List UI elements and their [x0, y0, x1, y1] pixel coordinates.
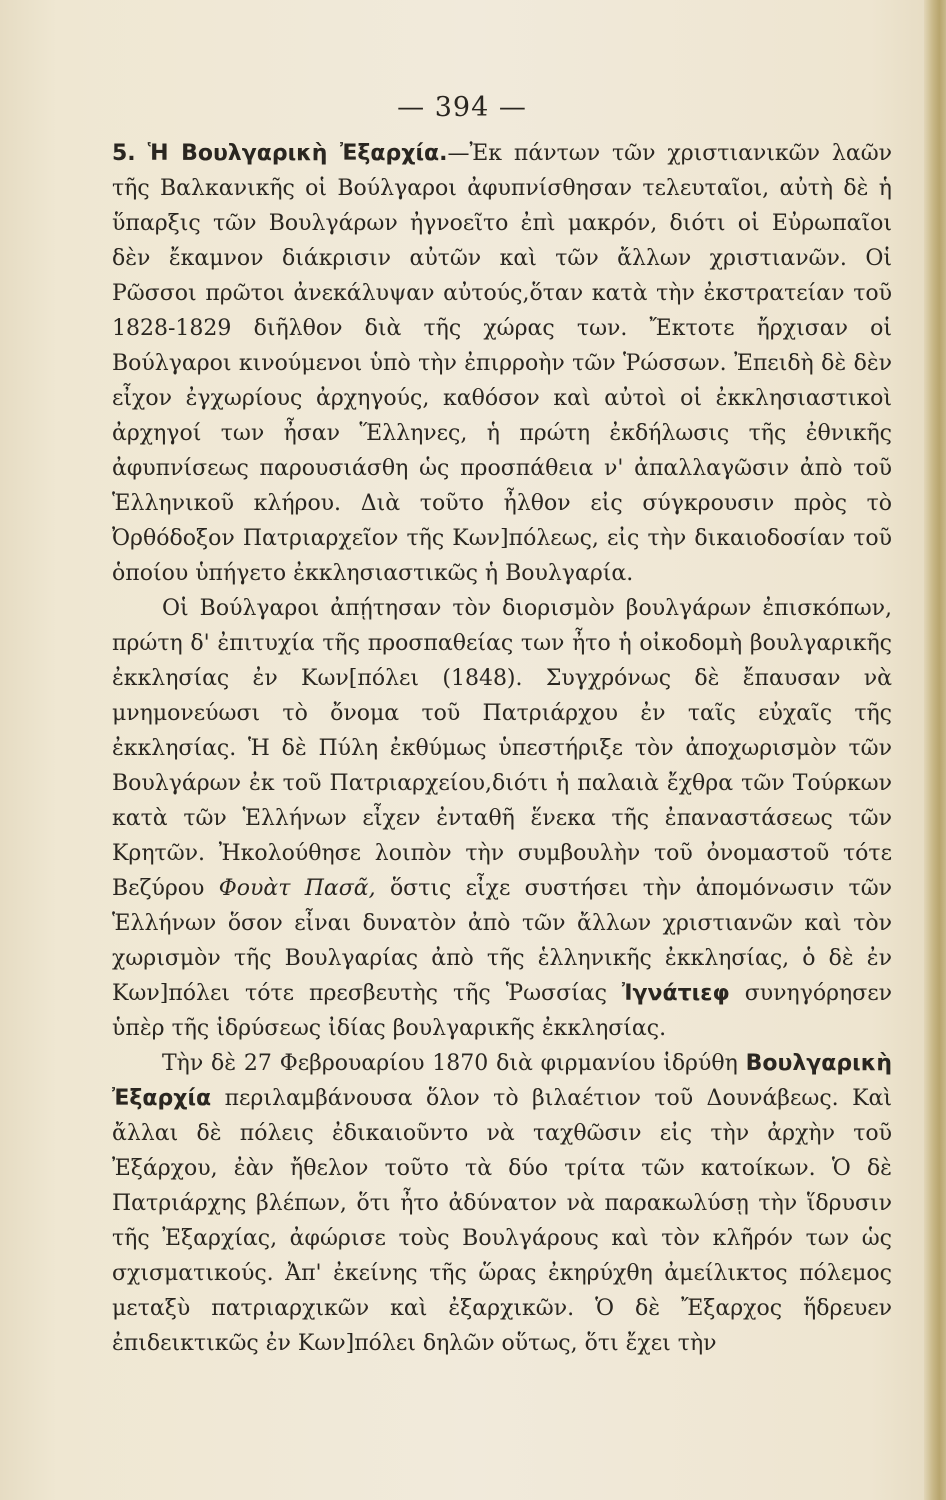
paragraph-3-text-b: περιλαμβάνουσα ὅλον τὸ βιλαέτιον τοῦ Δουνάβεως. Καὶ ἄλλαι δὲ πόλεις ἐδικαιοῦντο νὰ ταχθῶσιν εἰς τὴν ἀρχὴν τοῦ Ἐξάρχου, ἐὰν ἤθελον τοῦτο τὰ δύο τρίτα τῶν κατοίκων. Ὁ δὲ Πατριάρχης βλέπων, ὅτι ἦτο ἀδύνατον νὰ παρακωλύσῃ τὴν ἵδρυσιν τῆς Ἐξαρχίας, ἀφώρισε τοὺς Βουλγάρους καὶ τὸν κλῆρόν των ὡς σχισματικούς. Ἀπ' ἐκείνης τῆς ὥρας ἐκηρύχθη ἀμείλικτος πόλεμος μεταξὺ πατριαρχικῶν καὶ ἐξαρχικῶν. Ὁ δὲ Ἔξαρχος ἥδρευεν ἐπιδεικτικῶς ἐν Κων]πόλει δηλῶν οὕτως, ὅτι ἔχει τὴν: [112, 1086, 892, 1356]
paragraph-3-text-a: Τὴν δὲ 27 Φεβρουαρίου 1870 διὰ φιρμανίου ἱδρύθη: [162, 1051, 738, 1076]
page-number: — 394 —: [397, 92, 527, 123]
paragraph-2-text-b: ὅστις εἶχε συστήσει τὴν ἀπομόνωσιν τῶν Ἑλλήνων ὅσον εἶναι δυνατὸν ἀπὸ τῶν ἄλλων χριστιανῶν καὶ τὸν χωρισμὸν τῆς Βουλγαρίας ἀπὸ τῆς ἑλληνικῆς ἐκκλησίας, ὁ δὲ ἐν Κων]πόλει τότε πρεσβευτὴς τῆς Ῥωσσίας: [112, 876, 893, 1006]
person-name-ignatiev: Ἰγνάτιεφ: [621, 981, 730, 1006]
page-body: [112, 136, 892, 1361]
person-name-fuad-pasha: Φουὰτ Πασᾶ,: [218, 876, 376, 901]
paragraph-3: [112, 1046, 892, 1361]
book-spine-edge: [924, 0, 946, 1500]
exarchate-term: Βουλγαρικὴ Ἐξαρχία: [112, 1051, 892, 1111]
section-number: 5.: [112, 141, 136, 166]
paragraph-2: [112, 591, 892, 1046]
paragraph-1-text: —Ἐκ πάντων τῶν χριστιανικῶν λαῶν τῆς Βαλκανικῆς οἱ Βούλγαροι ἀφυπνίσθησαν τελευταῖοι, αὐτὴ δὲ ἡ ὕπαρξις τῶν Βουλγάρων ἠγνοεῖτο ἐπὶ μακρόν, διότι οἱ Εὐρωπαῖοι δὲν ἔκαμνον διάκρισιν αὐτῶν καὶ τῶν ἄλλων χριστιανῶν. Οἱ Ρῶσσοι πρῶτοι ἀνεκάλυψαν αὐτούς,ὅταν κατὰ τὴν ἐκστρατείαν τοῦ 1828-1829 διῆλθον διὰ τῆς χώρας των. Ἔκτοτε ἤρχισαν οἱ Βούλγαροι κινούμενοι ὑπὸ τὴν ἐπιρροὴν τῶν Ῥώσσων. Ἐπειδὴ δὲ δὲν εἶχον ἐγχωρίους ἀρχηγούς, καθόσον καὶ αὐτοὶ οἱ ἐκκλησιαστικοὶ ἀρχηγοί των ἦσαν Ἕλληνες, ἡ πρώτη ἐκδήλωσις τῆς ἐθνικῆς ἀφυπνίσεως παρουσιάσθη ὡς προσπάθεια ν' ἀπαλλαγῶσιν ἀπὸ τοῦ Ἑλληνικοῦ κλήρου. Διὰ τοῦτο ἦλθον εἰς σύγκρουσιν πρὸς τὸ Ὀρθόδοξον Πατριαρχεῖον τῆς Κων]πόλεως, εἰς τὴν δικαιοδοσίαν τοῦ ὁποίου ὑπήγετο ἐκκλησιαστικῶς ἡ Βουλγαρία.: [112, 141, 893, 586]
paragraph-2-text-c: συνηγόρησεν ὑπὲρ τῆς ἱδρύσεως ἰδίας βουλγαρικῆς ἐκκλησίας.: [112, 981, 892, 1041]
paragraph-2-text-a: Οἱ Βούλγαροι ἀπῄτησαν τὸν διορισμὸν βουλγάρων ἐπισκόπων, πρώτη δ' ἐπιτυχία τῆς προσπαθείας των ἦτο ἡ οἰκοδομὴ βουλγαρικῆς ἐκκλησίας ἐν Κων[πόλει (1848). Συγχρόνως δὲ ἔπαυσαν νὰ μνημονεύωσι τὸ ὄνομα τοῦ Πατριάρχου ἐν ταῖς εὐχαῖς τῆς ἐκκλησίας. Ἡ δὲ Πύλη ἐκθύμως ὑπεστήριξε τὸν ἀποχωρισμὸν τῶν Βουλγάρων ἐκ τοῦ Πατριαρχείου,διότι ἡ παλαιὰ ἔχθρα τῶν Τούρκων κατὰ τῶν Ἑλλήνων εἶχεν ἐνταθῆ ἕνεκα τῆς ἐπαναστάσεως τῶν Κρητῶν. Ἠκολούθησε λοιπὸν τὴν συμβουλὴν τοῦ ὀνομαστοῦ τότε Βεζύρου: [112, 596, 892, 901]
paragraph-1: [112, 136, 892, 591]
section-title: Ἡ Βουλγαρικὴ Ἐξαρχία.: [147, 141, 448, 166]
